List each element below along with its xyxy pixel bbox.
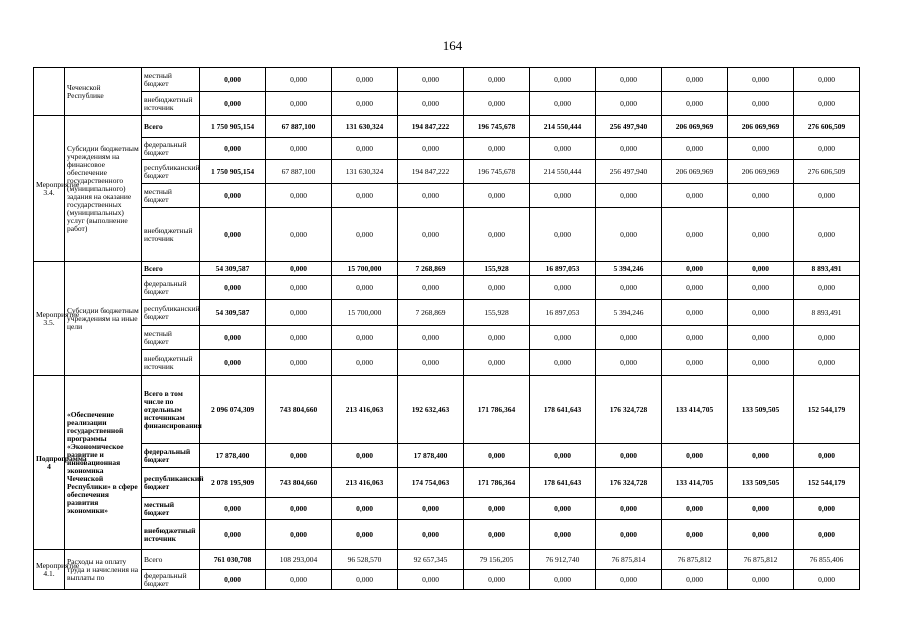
amount-cell: 0,000 bbox=[332, 570, 398, 590]
description-cell: «Обеспечение реализации государственной программы «Экономическое развитие и инновационная экономика Чеченской Республики» в сфере обеспечения развития экономики» bbox=[65, 376, 142, 550]
amount-cell: 743 804,660 bbox=[266, 468, 332, 498]
amount-cell: 176 324,728 bbox=[596, 376, 662, 444]
amount-cell: 92 657,345 bbox=[398, 550, 464, 570]
amount-cell: 54 309,587 bbox=[200, 262, 266, 276]
amount-cell: 0,000 bbox=[530, 92, 596, 116]
amount-cell: 0,000 bbox=[662, 208, 728, 262]
amount-cell: 0,000 bbox=[728, 276, 794, 300]
amount-cell: 0,000 bbox=[200, 92, 266, 116]
amount-cell: 152 544,179 bbox=[794, 468, 860, 498]
amount-cell: 0,000 bbox=[662, 520, 728, 550]
funding-source-cell: местный бюджет bbox=[142, 326, 200, 350]
amount-cell: 214 550,444 bbox=[530, 116, 596, 138]
amount-cell: 276 606,509 bbox=[794, 116, 860, 138]
amount-cell: 206 069,969 bbox=[662, 160, 728, 184]
amount-cell: 7 268,869 bbox=[398, 300, 464, 326]
amount-cell: 76 855,406 bbox=[794, 550, 860, 570]
amount-cell: 0,000 bbox=[728, 520, 794, 550]
amount-cell: 0,000 bbox=[266, 326, 332, 350]
amount-cell: 0,000 bbox=[200, 208, 266, 262]
amount-cell: 5 394,246 bbox=[596, 262, 662, 276]
amount-cell: 131 630,324 bbox=[332, 116, 398, 138]
funding-source-cell: внебюджетный источник bbox=[142, 92, 200, 116]
measure-cell: Мероприятие 3.4. bbox=[34, 116, 65, 262]
funding-source-cell: Всего bbox=[142, 262, 200, 276]
amount-cell: 0,000 bbox=[398, 276, 464, 300]
amount-cell: 0,000 bbox=[596, 184, 662, 208]
amount-cell: 0,000 bbox=[596, 208, 662, 262]
amount-cell: 171 786,364 bbox=[464, 376, 530, 444]
amount-cell: 0,000 bbox=[266, 498, 332, 520]
table-row bbox=[34, 208, 860, 262]
amount-cell: 0,000 bbox=[200, 570, 266, 590]
amount-cell: 0,000 bbox=[662, 92, 728, 116]
table-row bbox=[34, 350, 860, 376]
description-cell: Расходы на оплату труда и начисления на выплаты по bbox=[65, 550, 142, 590]
amount-cell: 0,000 bbox=[200, 138, 266, 160]
amount-cell: 155,928 bbox=[464, 300, 530, 326]
amount-cell: 206 069,969 bbox=[662, 116, 728, 138]
amount-cell: 0,000 bbox=[728, 326, 794, 350]
measure-cell bbox=[34, 68, 65, 116]
amount-cell: 67 887,100 bbox=[266, 116, 332, 138]
amount-cell: 0,000 bbox=[464, 520, 530, 550]
amount-cell: 0,000 bbox=[530, 570, 596, 590]
amount-cell: 0,000 bbox=[662, 68, 728, 92]
amount-cell: 0,000 bbox=[464, 68, 530, 92]
amount-cell: 16 897,053 bbox=[530, 262, 596, 276]
amount-cell: 0,000 bbox=[662, 262, 728, 276]
amount-cell: 0,000 bbox=[794, 68, 860, 92]
amount-cell: 0,000 bbox=[332, 138, 398, 160]
table-row bbox=[34, 326, 860, 350]
amount-cell: 152 544,179 bbox=[794, 376, 860, 444]
budget-table-body bbox=[34, 68, 860, 590]
amount-cell: 0,000 bbox=[728, 92, 794, 116]
amount-cell: 17 878,400 bbox=[398, 444, 464, 468]
amount-cell: 0,000 bbox=[464, 326, 530, 350]
funding-source-cell: местный бюджет bbox=[142, 68, 200, 92]
amount-cell: 0,000 bbox=[530, 208, 596, 262]
funding-source-cell: Всего bbox=[142, 550, 200, 570]
amount-cell: 743 804,660 bbox=[266, 376, 332, 444]
amount-cell: 0,000 bbox=[794, 570, 860, 590]
funding-source-cell: федеральный бюджет bbox=[142, 570, 200, 590]
amount-cell: 0,000 bbox=[266, 262, 332, 276]
amount-cell: 0,000 bbox=[464, 498, 530, 520]
amount-cell: 0,000 bbox=[728, 138, 794, 160]
amount-cell: 0,000 bbox=[266, 68, 332, 92]
amount-cell: 0,000 bbox=[266, 138, 332, 160]
amount-cell: 0,000 bbox=[662, 138, 728, 160]
amount-cell: 7 268,869 bbox=[398, 262, 464, 276]
amount-cell: 0,000 bbox=[266, 444, 332, 468]
amount-cell: 0,000 bbox=[662, 276, 728, 300]
table-row bbox=[34, 444, 860, 468]
amount-cell: 0,000 bbox=[464, 444, 530, 468]
amount-cell: 0,000 bbox=[464, 138, 530, 160]
amount-cell: 0,000 bbox=[596, 138, 662, 160]
amount-cell: 0,000 bbox=[794, 276, 860, 300]
amount-cell: 0,000 bbox=[530, 326, 596, 350]
amount-cell: 0,000 bbox=[794, 138, 860, 160]
amount-cell: 79 156,205 bbox=[464, 550, 530, 570]
amount-cell: 0,000 bbox=[662, 350, 728, 376]
amount-cell: 155,928 bbox=[464, 262, 530, 276]
funding-source-cell: республиканский бюджет bbox=[142, 160, 200, 184]
amount-cell: 0,000 bbox=[464, 276, 530, 300]
amount-cell: 256 497,940 bbox=[596, 116, 662, 138]
description-cell: Субсидии бюджетным учреждениям на иные цели bbox=[65, 262, 142, 376]
amount-cell: 0,000 bbox=[728, 262, 794, 276]
measure-cell: Подпрограмма 4 bbox=[34, 376, 65, 550]
amount-cell: 96 528,570 bbox=[332, 550, 398, 570]
amount-cell: 0,000 bbox=[662, 570, 728, 590]
amount-cell: 0,000 bbox=[398, 138, 464, 160]
amount-cell: 0,000 bbox=[464, 350, 530, 376]
amount-cell: 0,000 bbox=[596, 350, 662, 376]
amount-cell: 0,000 bbox=[398, 326, 464, 350]
amount-cell: 2 078 195,909 bbox=[200, 468, 266, 498]
amount-cell: 0,000 bbox=[794, 520, 860, 550]
amount-cell: 2 096 074,309 bbox=[200, 376, 266, 444]
amount-cell: 0,000 bbox=[464, 92, 530, 116]
table-row bbox=[34, 498, 860, 520]
amount-cell: 0,000 bbox=[332, 276, 398, 300]
amount-cell: 256 497,940 bbox=[596, 160, 662, 184]
amount-cell: 171 786,364 bbox=[464, 468, 530, 498]
table-row bbox=[34, 570, 860, 590]
amount-cell: 54 309,587 bbox=[200, 300, 266, 326]
amount-cell: 0,000 bbox=[596, 498, 662, 520]
amount-cell: 8 893,491 bbox=[794, 262, 860, 276]
amount-cell: 0,000 bbox=[728, 570, 794, 590]
amount-cell: 0,000 bbox=[596, 570, 662, 590]
table-row bbox=[34, 116, 860, 138]
amount-cell: 0,000 bbox=[266, 570, 332, 590]
amount-cell: 0,000 bbox=[332, 444, 398, 468]
amount-cell: 0,000 bbox=[398, 350, 464, 376]
amount-cell: 0,000 bbox=[332, 498, 398, 520]
amount-cell: 0,000 bbox=[596, 276, 662, 300]
table-row bbox=[34, 160, 860, 184]
table-row bbox=[34, 300, 860, 326]
table-row bbox=[34, 68, 860, 92]
amount-cell: 0,000 bbox=[794, 350, 860, 376]
amount-cell: 0,000 bbox=[266, 520, 332, 550]
amount-cell: 0,000 bbox=[530, 444, 596, 468]
amount-cell: 76 875,814 bbox=[596, 550, 662, 570]
amount-cell: 76 875,812 bbox=[728, 550, 794, 570]
amount-cell: 192 632,463 bbox=[398, 376, 464, 444]
amount-cell: 0,000 bbox=[398, 520, 464, 550]
amount-cell: 0,000 bbox=[530, 184, 596, 208]
amount-cell: 206 069,969 bbox=[728, 160, 794, 184]
amount-cell: 1 750 905,154 bbox=[200, 160, 266, 184]
amount-cell: 0,000 bbox=[332, 184, 398, 208]
amount-cell: 0,000 bbox=[530, 68, 596, 92]
page-number: 164 bbox=[442, 38, 463, 53]
funding-source-cell: Всего bbox=[142, 116, 200, 138]
amount-cell: 0,000 bbox=[332, 520, 398, 550]
amount-cell: 8 893,491 bbox=[794, 300, 860, 326]
funding-source-cell: местный бюджет bbox=[142, 184, 200, 208]
measure-cell: Мероприятие 4.1. bbox=[34, 550, 65, 590]
amount-cell: 0,000 bbox=[200, 498, 266, 520]
amount-cell: 0,000 bbox=[794, 92, 860, 116]
amount-cell: 0,000 bbox=[398, 184, 464, 208]
amount-cell: 0,000 bbox=[530, 498, 596, 520]
amount-cell: 0,000 bbox=[200, 68, 266, 92]
amount-cell: 133 509,505 bbox=[728, 468, 794, 498]
amount-cell: 0,000 bbox=[332, 68, 398, 92]
amount-cell: 0,000 bbox=[662, 326, 728, 350]
table-row bbox=[34, 376, 860, 444]
measure-cell: Мероприятие 3.5. bbox=[34, 262, 65, 376]
table-row bbox=[34, 550, 860, 570]
amount-cell: 133 414,705 bbox=[662, 468, 728, 498]
amount-cell: 0,000 bbox=[596, 326, 662, 350]
amount-cell: 0,000 bbox=[596, 92, 662, 116]
amount-cell: 206 069,969 bbox=[728, 116, 794, 138]
amount-cell: 194 847,222 bbox=[398, 116, 464, 138]
funding-source-cell: федеральный бюджет bbox=[142, 276, 200, 300]
funding-source-cell: республиканский бюджет bbox=[142, 300, 200, 326]
amount-cell: 0,000 bbox=[464, 570, 530, 590]
amount-cell: 178 641,643 bbox=[530, 376, 596, 444]
amount-cell: 0,000 bbox=[530, 276, 596, 300]
amount-cell: 1 750 905,154 bbox=[200, 116, 266, 138]
amount-cell: 0,000 bbox=[794, 184, 860, 208]
amount-cell: 0,000 bbox=[398, 498, 464, 520]
amount-cell: 0,000 bbox=[266, 208, 332, 262]
amount-cell: 133 414,705 bbox=[662, 376, 728, 444]
amount-cell: 131 630,324 bbox=[332, 160, 398, 184]
amount-cell: 0,000 bbox=[794, 208, 860, 262]
amount-cell: 0,000 bbox=[794, 444, 860, 468]
amount-cell: 0,000 bbox=[266, 92, 332, 116]
amount-cell: 0,000 bbox=[728, 300, 794, 326]
table-row bbox=[34, 520, 860, 550]
funding-source-cell: федеральный бюджет bbox=[142, 138, 200, 160]
amount-cell: 214 550,444 bbox=[530, 160, 596, 184]
funding-source-cell: местный бюджет bbox=[142, 498, 200, 520]
amount-cell: 0,000 bbox=[266, 184, 332, 208]
amount-cell: 0,000 bbox=[728, 184, 794, 208]
description-cell: Субсидии бюджетным учреждениям на финансовое обеспечение государственного (муниципального) задания на оказание государственных (муниципальных) услуг (выполнение работ) bbox=[65, 116, 142, 262]
table-row bbox=[34, 184, 860, 208]
amount-cell: 0,000 bbox=[332, 350, 398, 376]
amount-cell: 108 293,004 bbox=[266, 550, 332, 570]
table-row bbox=[34, 138, 860, 160]
funding-source-cell: внебюджетный источник bbox=[142, 520, 200, 550]
description-cell: Чеченской Республике bbox=[65, 68, 142, 116]
funding-source-cell: внебюджетный источник bbox=[142, 208, 200, 262]
amount-cell: 0,000 bbox=[530, 138, 596, 160]
amount-cell: 0,000 bbox=[266, 276, 332, 300]
amount-cell: 0,000 bbox=[728, 68, 794, 92]
amount-cell: 133 509,505 bbox=[728, 376, 794, 444]
amount-cell: 174 754,063 bbox=[398, 468, 464, 498]
amount-cell: 0,000 bbox=[662, 444, 728, 468]
amount-cell: 0,000 bbox=[728, 208, 794, 262]
amount-cell: 0,000 bbox=[530, 350, 596, 376]
amount-cell: 0,000 bbox=[530, 520, 596, 550]
amount-cell: 15 700,000 bbox=[332, 300, 398, 326]
funding-source-cell: республиканский бюджет bbox=[142, 468, 200, 498]
amount-cell: 0,000 bbox=[200, 520, 266, 550]
amount-cell: 213 416,063 bbox=[332, 376, 398, 444]
amount-cell: 0,000 bbox=[794, 498, 860, 520]
amount-cell: 0,000 bbox=[332, 92, 398, 116]
amount-cell: 276 606,509 bbox=[794, 160, 860, 184]
amount-cell: 76 875,812 bbox=[662, 550, 728, 570]
funding-source-cell: федеральный бюджет bbox=[142, 444, 200, 468]
table-row bbox=[34, 468, 860, 498]
amount-cell: 0,000 bbox=[266, 300, 332, 326]
amount-cell: 0,000 bbox=[398, 68, 464, 92]
amount-cell: 0,000 bbox=[200, 184, 266, 208]
amount-cell: 0,000 bbox=[200, 276, 266, 300]
funding-source-cell: внебюджетный источник bbox=[142, 350, 200, 376]
amount-cell: 16 897,053 bbox=[530, 300, 596, 326]
amount-cell: 0,000 bbox=[596, 520, 662, 550]
amount-cell: 176 324,728 bbox=[596, 468, 662, 498]
amount-cell: 0,000 bbox=[266, 350, 332, 376]
amount-cell: 178 641,643 bbox=[530, 468, 596, 498]
amount-cell: 0,000 bbox=[662, 300, 728, 326]
amount-cell: 196 745,678 bbox=[464, 160, 530, 184]
amount-cell: 761 030,708 bbox=[200, 550, 266, 570]
amount-cell: 0,000 bbox=[398, 92, 464, 116]
amount-cell: 0,000 bbox=[464, 184, 530, 208]
amount-cell: 0,000 bbox=[332, 208, 398, 262]
table-row bbox=[34, 276, 860, 300]
amount-cell: 0,000 bbox=[662, 498, 728, 520]
budget-table bbox=[33, 67, 860, 590]
amount-cell: 0,000 bbox=[596, 68, 662, 92]
amount-cell: 76 912,740 bbox=[530, 550, 596, 570]
amount-cell: 0,000 bbox=[596, 444, 662, 468]
funding-source-cell: Всего в том числе по отдельным источникам финансирования bbox=[142, 376, 200, 444]
amount-cell: 0,000 bbox=[464, 208, 530, 262]
amount-cell: 213 416,063 bbox=[332, 468, 398, 498]
amount-cell: 0,000 bbox=[398, 208, 464, 262]
table-row bbox=[34, 262, 860, 276]
amount-cell: 196 745,678 bbox=[464, 116, 530, 138]
amount-cell: 0,000 bbox=[728, 498, 794, 520]
amount-cell: 0,000 bbox=[728, 350, 794, 376]
amount-cell: 0,000 bbox=[662, 184, 728, 208]
amount-cell: 0,000 bbox=[398, 570, 464, 590]
amount-cell: 0,000 bbox=[200, 326, 266, 350]
amount-cell: 15 700,000 bbox=[332, 262, 398, 276]
amount-cell: 0,000 bbox=[728, 444, 794, 468]
amount-cell: 0,000 bbox=[332, 326, 398, 350]
amount-cell: 17 878,400 bbox=[200, 444, 266, 468]
amount-cell: 0,000 bbox=[794, 326, 860, 350]
amount-cell: 194 847,222 bbox=[398, 160, 464, 184]
amount-cell: 5 394,246 bbox=[596, 300, 662, 326]
table-row bbox=[34, 92, 860, 116]
amount-cell: 67 887,100 bbox=[266, 160, 332, 184]
amount-cell: 0,000 bbox=[200, 350, 266, 376]
